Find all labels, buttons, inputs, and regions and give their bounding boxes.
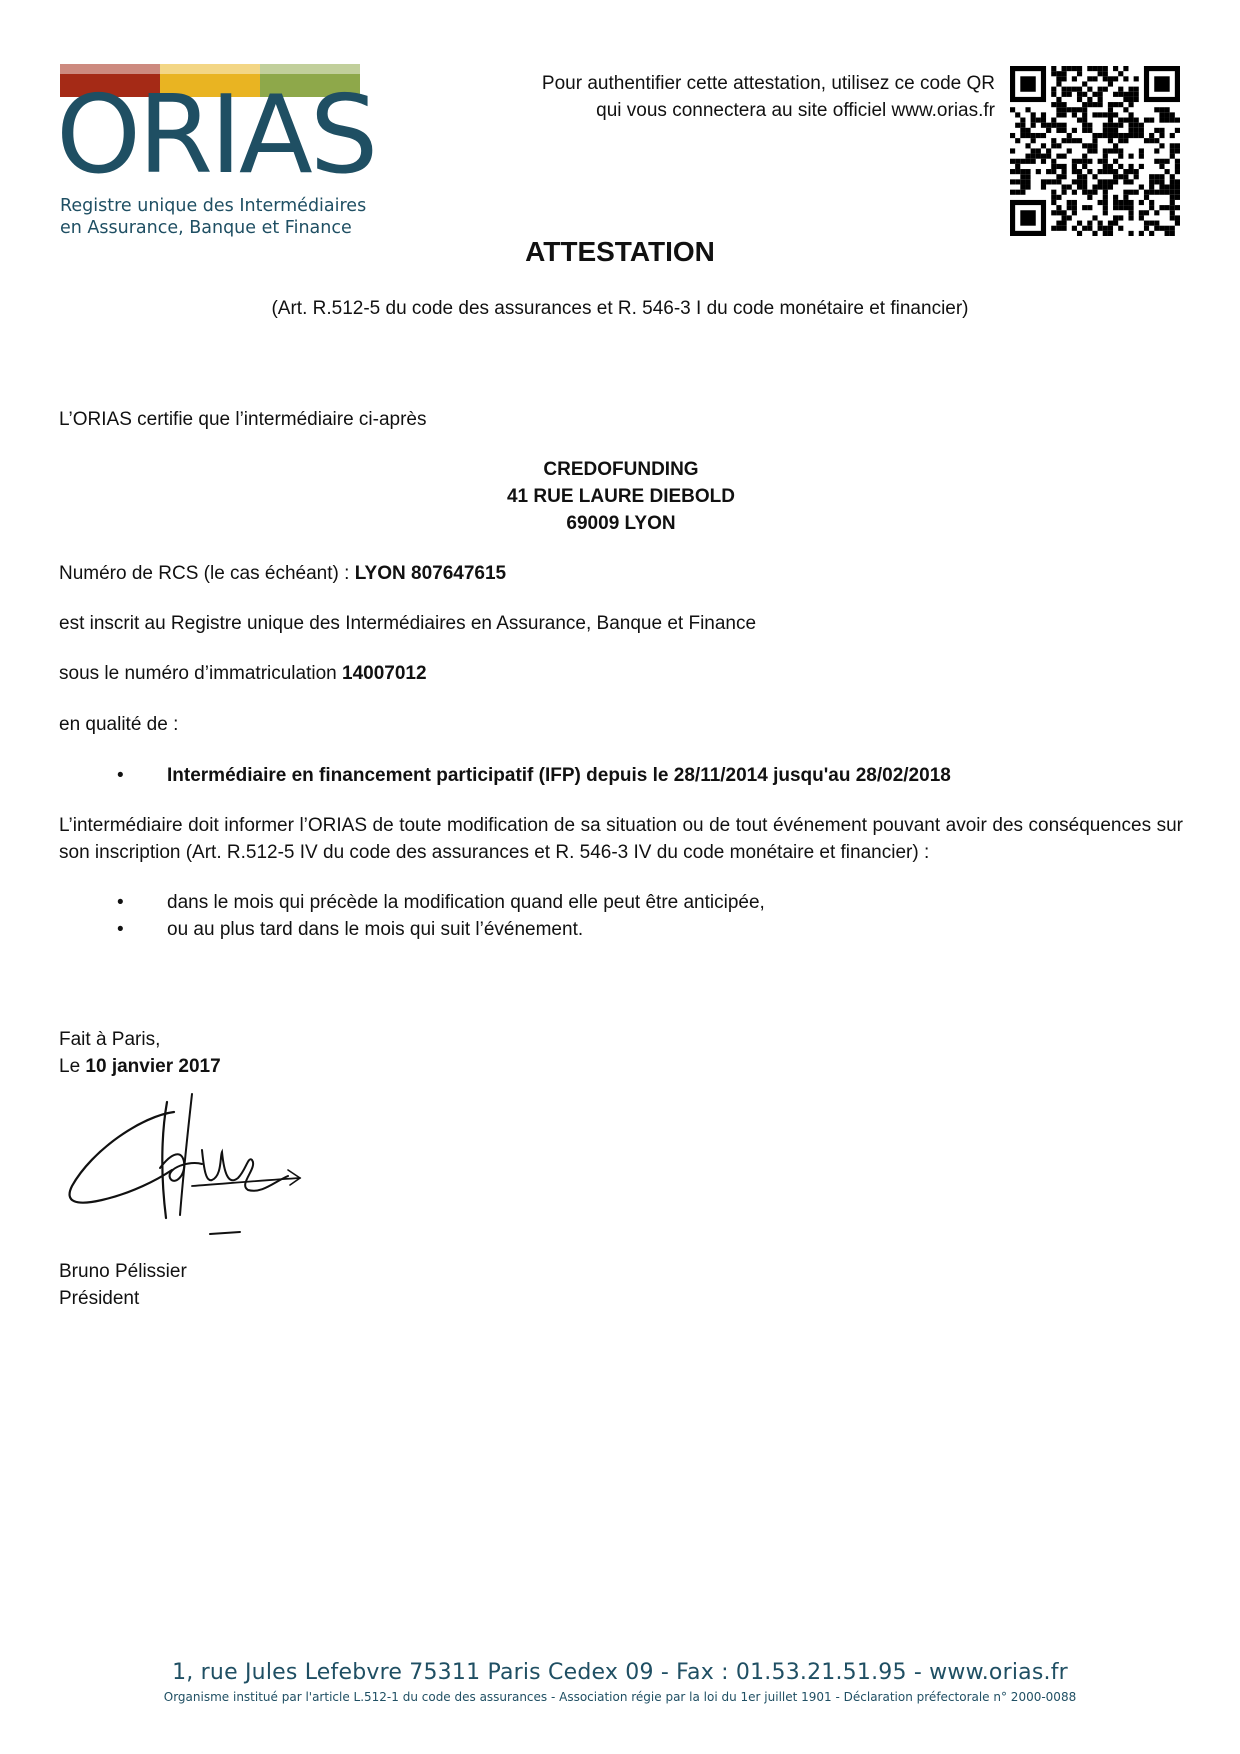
date-value: 10 janvier 2017 xyxy=(85,1056,221,1077)
rcs-line xyxy=(59,560,1183,587)
list-item: • dans le mois qui précède la modification quand elle peut être anticipée, xyxy=(59,889,1183,916)
quality-label: en qualité de : xyxy=(59,714,179,735)
logo-tagline-line2: en Assurance, Banque et Finance xyxy=(60,218,352,238)
orias-logo xyxy=(56,64,376,244)
company-block xyxy=(59,456,1183,537)
page-title: ATTESTATION xyxy=(525,236,715,267)
signatory-block xyxy=(59,1258,1183,1312)
rcs-label: Numéro de RCS (le cas échéant) : xyxy=(59,563,355,584)
obligation-text: L’intermédiaire doit informer l’ORIAS de toute modification de sa situation ou de tout événement pouvant avoir des conséquences sur son inscription (Art. R.512-5 IV du code des assurances et R. 546-3 IV du code monétaire et financier) : xyxy=(59,815,1183,863)
obligation-list xyxy=(59,889,1183,943)
qr-instructions xyxy=(435,70,995,124)
date-line xyxy=(59,1053,1183,1080)
signatory-role: Président xyxy=(59,1288,140,1309)
qr-instructions-line1: Pour authentifier cette attestation, utilisez ce code QR xyxy=(541,73,995,94)
logo-tagline-line1: Registre unique des Intermédiaires xyxy=(60,196,367,216)
immatriculation-label: sous le numéro d’immatriculation xyxy=(59,663,343,684)
quality-list xyxy=(59,762,1183,789)
immatriculation-line xyxy=(59,660,1183,687)
footer-legal: Organisme institué par l'article L.512-1 du code des assurances - Association régie par la loi du 1er juillet 1901 - Déclaration préfectorale n° 2000-0088 xyxy=(163,1690,1077,1704)
quality-item: Intermédiaire en financement participatif (IFP) depuis le 28/11/2014 jusqu'au 28/02/2018 xyxy=(167,765,951,786)
intro-text: L’ORIAS certifie que l’intermédiaire ci-après xyxy=(59,409,427,430)
company-street: 41 RUE LAURE DIEBOLD xyxy=(506,486,736,507)
list-item xyxy=(59,762,1183,789)
rcs-value: LYON 807647615 xyxy=(354,563,507,584)
signature-icon xyxy=(62,1090,342,1250)
date-label: Le xyxy=(59,1056,86,1077)
registered-text: est inscrit au Registre unique des Intermédiaires en Assurance, Banque et Finance xyxy=(59,613,757,634)
footer-address: 1, rue Jules Lefebvre 75311 Paris Cedex 09 - Fax : 01.53.21.51.95 - www.orias.fr xyxy=(172,1660,1068,1685)
qr-code-icon[interactable] xyxy=(1010,66,1180,236)
signatory-name: Bruno Pélissier xyxy=(59,1261,187,1282)
immatriculation-number: 14007012 xyxy=(342,663,427,684)
qr-instructions-line2: qui vous connectera au site officiel www.orias.fr xyxy=(596,100,995,121)
logo-wordmark: ORIAS xyxy=(56,73,376,198)
company-city: 69009 LYON xyxy=(566,513,676,534)
place-text: Fait à Paris, xyxy=(59,1029,161,1050)
legal-reference: (Art. R.512-5 du code des assurances et R. 546-3 I du code monétaire et financier) xyxy=(271,298,969,319)
place-date-block xyxy=(59,1026,1183,1080)
company-name: CREDOFUNDING xyxy=(543,459,699,480)
list-item: • ou au plus tard dans le mois qui suit l’événement. xyxy=(59,916,1183,943)
